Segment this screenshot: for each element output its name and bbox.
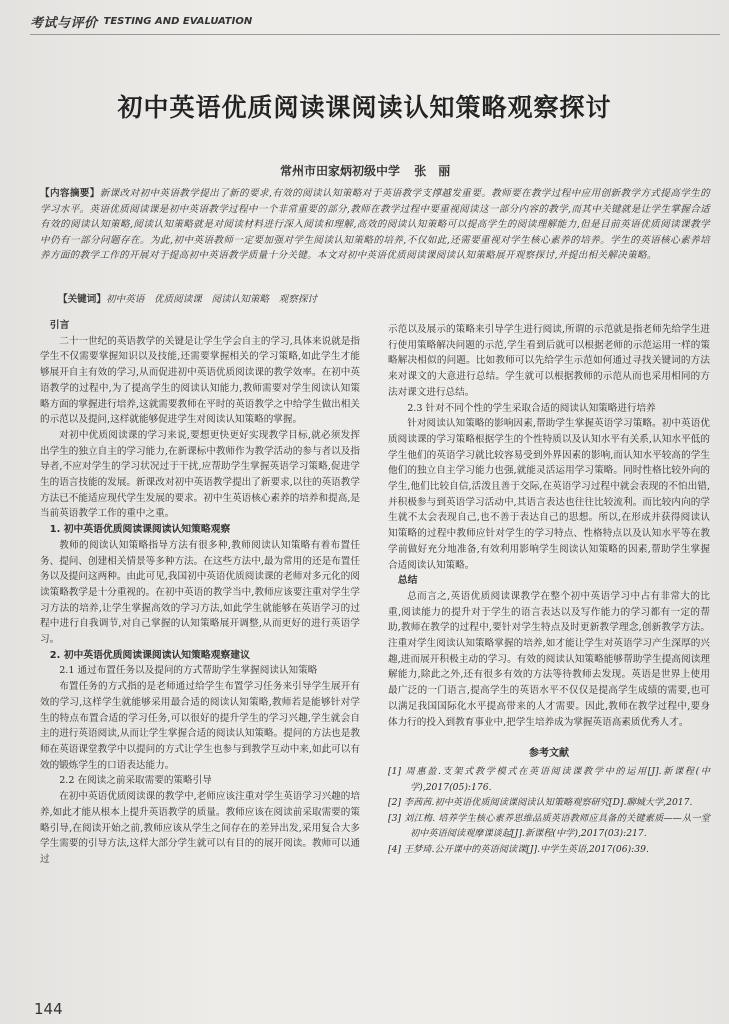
author-name: 张 丽 <box>414 164 451 178</box>
journal-section-name: TESTING AND EVALUATION <box>103 15 253 27</box>
header-divider <box>30 34 720 35</box>
section-2-3-paragraph: 针对阅读认知策略的影响因素,帮助学生掌握英语学习策略。初中英语优质阅读课的学习策略根据学生的个性特质以及认知水平有关系,认知水平低的学生他们的英语学习就比较容易受到外界因素的影响,而认知水平较高的学生他们的独立自主学习能力也强,就能灵活运用学习策略。同时性格比较外向的学生,他们比较自信,活泼且善于交际,在英语学习过程中就会表现的不怕出错,并积极参与到英语学习活动中,其语言表达也往往比较流利。而比较内向的学生就不太会表现自己,也不善于表达自己的思想。所以,在形成并获得阅读认知策略的过程中教师应针对学生的学习特点、性格特点以及认知水平等在教学前做好充分地准备,有效利用影响学生阅读认知策略的因素,帮助学生掌握合适阅读认知策略。 <box>388 418 710 571</box>
keywords <box>58 293 698 307</box>
journal-header <box>30 10 252 32</box>
section-2-2-heading: 2.2 在阅读之前采取需要的策略引导 <box>59 775 212 787</box>
article-title: 初中英语优质阅读课阅读认知策略观察探讨 <box>117 93 612 122</box>
reference-item: [1] 周惠盈.支架式教学模式在英语阅读课教学中的运用[J].新课程(中学),2017(05):176. <box>388 765 710 793</box>
references-list <box>388 764 710 858</box>
conclusion-paragraph: 总而言之,英语优质阅读课教学在整个初中英语学习中占有非常大的比重,阅读能力的提升对于学生的语言表达以及写作能力的学习都有一定的帮助,教师在教学的过程中,要针对学生特点及时更新教学理念,创新教学方法。注重对学生阅读认知策略掌握的培养,如才能让学生对英语学习产生深厚的兴趣,进而展开积极主动的学习。有效的阅读认知策略能够帮助学生提高阅读理解能力,除此之外,还有很多有效的方法等待教师去发现。英语是世界上使用最广泛的一门语言,提高学生的英语水平不仅仅是提高学生成绩的需要,也可以满足我国国际化水平提高带来的人才需要。因此,教师在教学过程中,要身体力行的投入到教育事业中,把学生培养成为掌握英语高素质优秀人才。 <box>388 590 710 728</box>
abstract <box>40 186 710 264</box>
author-affiliation: 常州市田家炳初级中学 <box>280 164 401 178</box>
section-2-1-heading: 2.1 通过布置任务以及提问的方式帮助学生掌握阅读认知策略 <box>59 665 318 677</box>
references-heading: 参考文献 <box>529 748 569 760</box>
section-2-2-paragraph: 在初中英语优质阅读课的教学中,老师应该注重对学生英语学习兴趣的培养,如此才能从根本上提升英语教学的质量。教师应该在阅读前采取需要的策略引导,在阅读开始之前,教师应该从学生之间存在的差异出发,采用复合大多学生需要的引导方法,这样大部分学生就可以有目的的展开阅读。教师可以通过 <box>40 791 360 865</box>
journal-logo: 考试与评价 <box>30 15 98 31</box>
reference-item: [2] 李茜茜.初中英语优质阅读课阅读认知策略观察研究[D].聊城大学,2017. <box>388 797 693 809</box>
right-column <box>388 322 710 858</box>
section-2-heading: 2. 初中英语优质阅读课阅读认知策略观察建议 <box>49 649 250 661</box>
intro-paragraph-1: 二十一世纪的英语教学的关键是让学生学会自主的学习,具体来说就是指学生不仅需要掌握知识以及技能,还需要掌握相关的学习策略,如此学生才能够展开自主有效的学习,从而促进初中英语优质阅读课的教学效率。在初中英语教学的过程中,为了提高学生的阅读认知能力,教师需要对学生阅读认知策略方面的掌握进行培养,这就需要教师在平时的英语教学之中给学生做出相关的示范以及提问,这样就能够促进学生对阅读认知策略的掌握。 <box>40 335 360 426</box>
section-2-2-continued: 示范以及展示的策略来引导学生进行阅读,所谓的示范就是指老师先给学生进行使用策略解决问题的示范,学生看到后就可以根据老师的示范运用一样的策略解决相似的问题。比如教师可以先给学生示范如何通过寻找关键词的方法来对课文的大意进行总结。学生就可以根据教师的示范从而也采用相同的方法对课文进行总结。 <box>388 324 710 398</box>
intro-paragraph-2: 对初中优质阅读课的学习来说,要想更快更好实现教学目标,就必须发挥出学生的独立自主的学习能力,在新课标中教师作为教学活动的参与者以及指导者,不应对学生的学习状况过于干扰,应帮助学生掌握英语学习策略,促进学生的语言技能的发展。新课改对初中英语教学提出了新要求,以往的英语教学方法已不能适应现代学生发展的要求。初中生英语核心素养的培养和提高,是当前英语教学工作的重中之重。 <box>40 429 360 520</box>
reference-item: [4] 王梦琦.公开课中的英语阅读课[J].中学生英语,2017(06):39. <box>388 843 649 855</box>
keywords-label: 【关键词】 <box>58 294 106 305</box>
abstract-text: 新课改对初中英语教学提出了新的要求,有效的阅读认知策略对于英语教学支撑越发重要。教师要在教学过程中应用创新教学方式提高学生的学习水平。英语优质阅读课是初中英语教学过程中一个非常重要的部分,教师在教学过程中要重视阅读这一部分内容的教学,而其中关键就是让学生掌握合适有效的阅读认知策略,阅读认知策略就是对阅读材料进行深入阅读和理解,高效的阅读认知策略可以提高学生的阅读理解能力,但是目前英语优质阅读课教学中仍有一部分问题存在。为此,初中英语教师一定要加强对学生阅读认知策略的培养,不仅如此,还需要重视对学生核心素养的培养。学生的英语核心素养培养方面的教学工作的开展对于提高初中英语教学质量十分关键。本文对初中英语优质阅读课阅读认知策略展开观察探讨,并提出相关解决策略。 <box>40 188 710 262</box>
left-column <box>40 318 360 868</box>
section-1-heading: 1. 初中英语优质阅读课阅读认知策略观察 <box>49 524 231 536</box>
page-number: 144 <box>34 1000 63 1018</box>
abstract-label: 【内容摘要】 <box>40 188 100 199</box>
intro-heading: 引言 <box>49 320 70 331</box>
reference-item: [3] 刘江梅. 培养学生核心素养思维品质英语教师应具备的关键素质——从一堂初中英语阅读观摩课谈起[J].新课程(中学),2017(03):217. <box>388 812 710 840</box>
conclusion-heading: 总结 <box>397 575 418 587</box>
keywords-text: 初中英语 优质阅读课 阅读认知策略 观察探讨 <box>105 294 318 305</box>
author-line <box>280 162 460 179</box>
section-1-paragraph: 教师的阅读认知策略指导方法有很多种,教师阅读认知策略有着布置任务、提问、创建相关情景等多种方法。在这些方法中,最为常用的还是布置任务以及提问这两种。由此可见,我国初中英语优质阅读课的老师对多元化的阅读策略教学是十分重视的。在初中英语的教学当中,教师应该要注重对学生学习方法的培养,让学生掌握高效的学习方法,如此学生就能够在英语学习的过程中进行自我调节,对自己掌握的认知策略展开调整,从而更好的进行英语学习。 <box>40 539 360 646</box>
section-2-3-heading: 2.3 针对不同个性的学生采取合适的阅读认知策略进行培养 <box>407 402 656 414</box>
section-2-1-paragraph: 布置任务的方式指的是老师通过给学生布置学习任务来引导学生展开有效的学习,这样学生就能够采用最合适的阅读认知策略,教师若是能够针对学生的特点布置合适的学习任务,可以很好的提升学生的学习兴趣,学生就会自主的进行英语阅读,从而让学生掌握合适的阅读认知策略。提问的方法也是教师在英语课堂教学中以提问的方式让学生也参与到教学互动中来,如此可以有效的锻炼学生的口语表达能力。 <box>40 681 360 771</box>
